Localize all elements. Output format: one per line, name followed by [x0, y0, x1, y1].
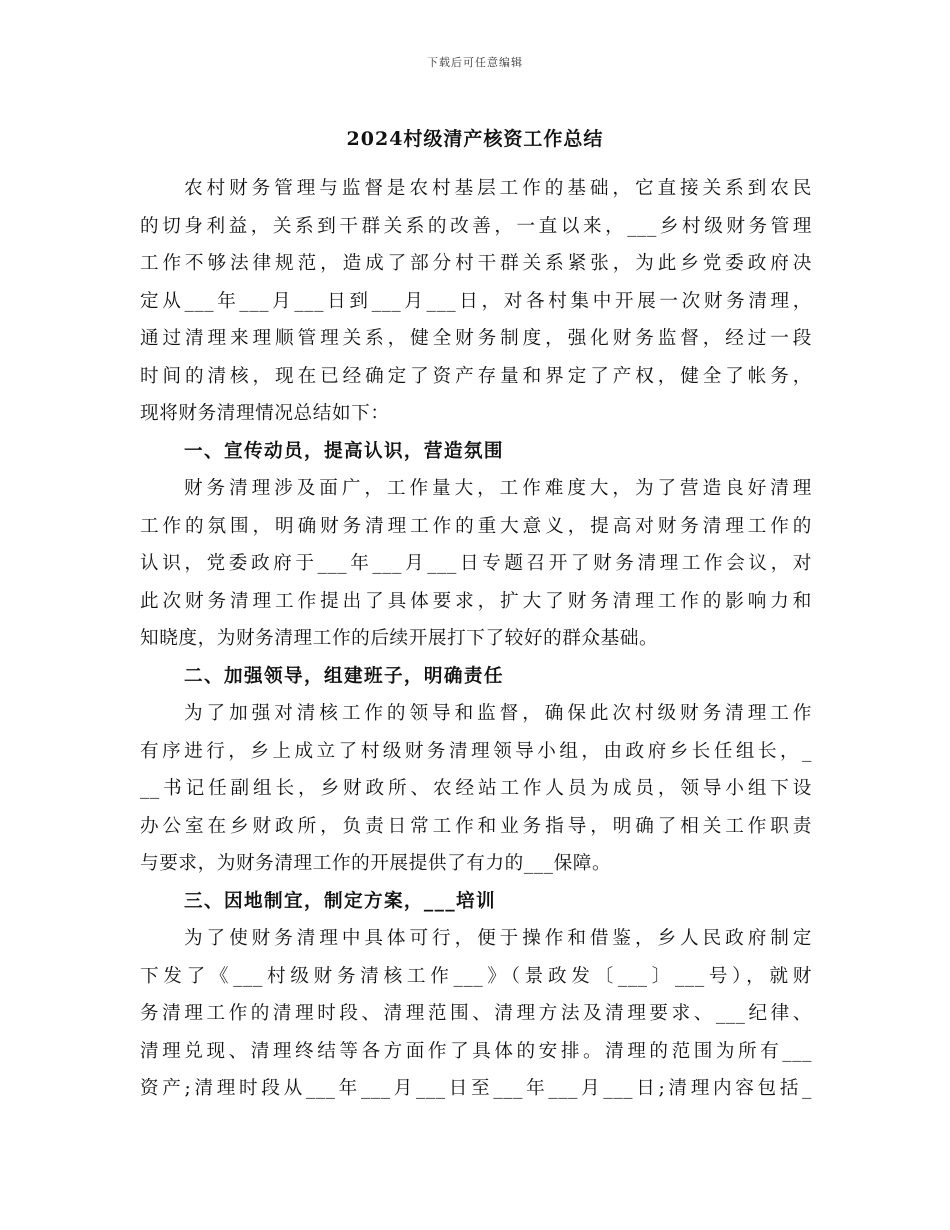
paragraph-line: 务清理工作的清理时段、清理范围、清理方法及清理要求、___纪律、	[140, 1003, 812, 1024]
paragraph-line: 知晓度，为财务清理工作的后续开展打下了较好的群众基础。	[140, 628, 659, 649]
paragraph-line: 为了加强对清核工作的领导和监督，确保此次村级财务清理工作	[184, 703, 812, 724]
paragraph-line: 定从___年___月___日到___月___日，对各村集中开展一次财务清理，	[140, 290, 812, 312]
section-heading: 三、因地制宜，制定方案，___培训	[184, 890, 497, 912]
paragraph-line: 农村财务管理与监督是农村基层工作的基础，它直接关系到农民	[184, 178, 812, 199]
paragraph-line: 此次财务清理工作提出了具体要求，扩大了财务清理工作的影响力和	[140, 590, 812, 612]
paragraph-line: 时间的清核，现在已经确定了资产存量和界定了产权，健全了帐务，	[140, 365, 812, 387]
header-note: 下载后可任意编辑	[427, 56, 523, 69]
paragraph-line: 资产;清理时段从___年___月___日至___年___月___日;清理内容包括_	[140, 1078, 812, 1099]
paragraph-line: 有序进行，乡上成立了村级财务清理领导小组，由政府乡长任组长，_	[140, 740, 812, 762]
paragraph-line: 的切身利益，关系到干群关系的改善，一直以来，___乡村级财务管理	[140, 215, 812, 237]
paragraph-line: 为了使财务清理中具体可行，便于操作和借鉴，乡人民政府制定	[184, 928, 812, 949]
section-heading: 二、加强领导，组建班子，明确责任	[184, 665, 504, 687]
paragraph-line: 与要求，为财务清理工作的开展提供了有力的___保障。	[140, 853, 612, 874]
paragraph-line: __书记任副组长，乡财政所、农经站工作人员为成员，领导小组下设	[140, 778, 812, 799]
paragraph-line: 办公室在乡财政所，负责日常工作和业务指导，明确了相关工作职责	[140, 815, 812, 837]
paragraph-line: 现将财务清理情况总结如下：	[140, 403, 390, 424]
paragraph-line: 工作不够法律规范，造成了部分村干群关系紧张，为此乡党委政府决	[140, 253, 812, 274]
paragraph-line: 下发了《___村级财务清核工作___》（景政发〔___〕___号），就财	[140, 965, 812, 987]
paragraph-line: 认识，党委政府于___年___月___日专题召开了财务清理工作会议，对	[140, 553, 812, 574]
paragraph-line: 财务清理涉及面广，工作量大，工作难度大，为了营造良好清理	[184, 478, 812, 499]
paragraph-line: 通过清理来理顺管理关系，健全财务制度，强化财务监督，经过一段	[140, 328, 812, 349]
paragraph-line: 工作的氛围，明确财务清理工作的重大意义，提高对财务清理工作的	[140, 515, 812, 537]
paragraph-line: 清理兑现、清理终结等各方面作了具体的安排。清理的范围为所有___	[140, 1040, 812, 1062]
document-title: 2024村级清产核资工作总结	[346, 128, 604, 150]
section-heading: 一、宣传动员，提高认识，营造氛围	[184, 440, 504, 462]
document-body	[140, 170, 812, 1108]
